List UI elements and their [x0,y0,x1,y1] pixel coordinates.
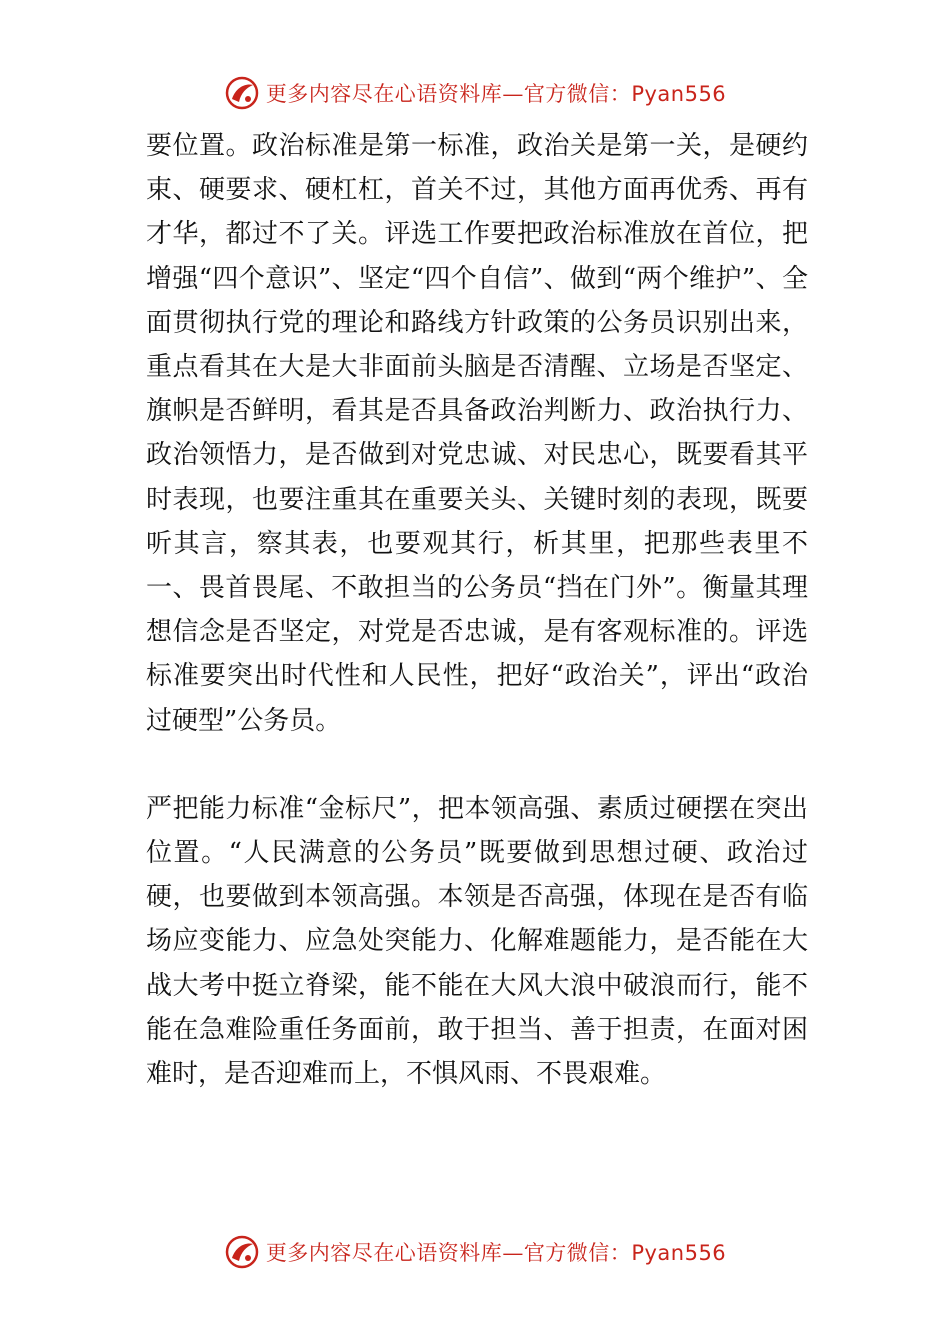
brand-logo-icon [224,75,260,111]
paragraph-2: 严把能力标准“金标尺”，把本领高强、素质过硬摆在突出位置。“人民满意的公务员”既要做到思想过硬、政治过硬，也要做到本领高强。本领是否高强，体现在是否有临场应变能力、应急处突能力、化解难题能力，是否能在大战大考中挺立脊梁，能不能在大风大浪中破浪而行，能不能在急难险重任务面前，敢于担当、善于担责，在面对困难时，是否迎难而上，不惧风雨、不畏艰难。 [146,793,808,1090]
brand-logo-icon [224,1234,260,1270]
banner-text: 更多内容尽在心语资料库—官方微信：Pyan556 [265,82,727,106]
header-banner [0,70,950,116]
footer-banner [0,1229,950,1275]
document-body [146,124,808,1096]
paragraph-1: 要位置。政治标准是第一标准，政治关是第一关，是硬约束、硬要求、硬杠杠，首关不过，其他方面再优秀、再有才华，都过不了关。评选工作要把政治标准放在首位，把增强“四个意识”、坚定“四个自信”、做到“两个维护”、全面贯彻执行党的理论和路线方针政策的公务员识别出来，重点看其在大是大非面前头脑是否清醒、立场是否坚定、旗帜是否鲜明，看其是否具备政治判断力、政治执行力、政治领悟力，是否做到对党忠诚、对民忠心，既要看其平时表现，也要注重其在重要关头、关键时刻的表现，既要听其言，察其表，也要观其行，析其里，把那些表里不一、畏首畏尾、不敢担当的公务员“挡在门外”。衡量其理想信念是否坚定，对党是否忠诚，是有客观标准的。评选标准要突出时代性和人民性，把好“政治关”，评出“政治过硬型”公务员。 [146,131,808,736]
banner-text: 更多内容尽在心语资料库—官方微信：Pyan556 [265,1241,727,1265]
